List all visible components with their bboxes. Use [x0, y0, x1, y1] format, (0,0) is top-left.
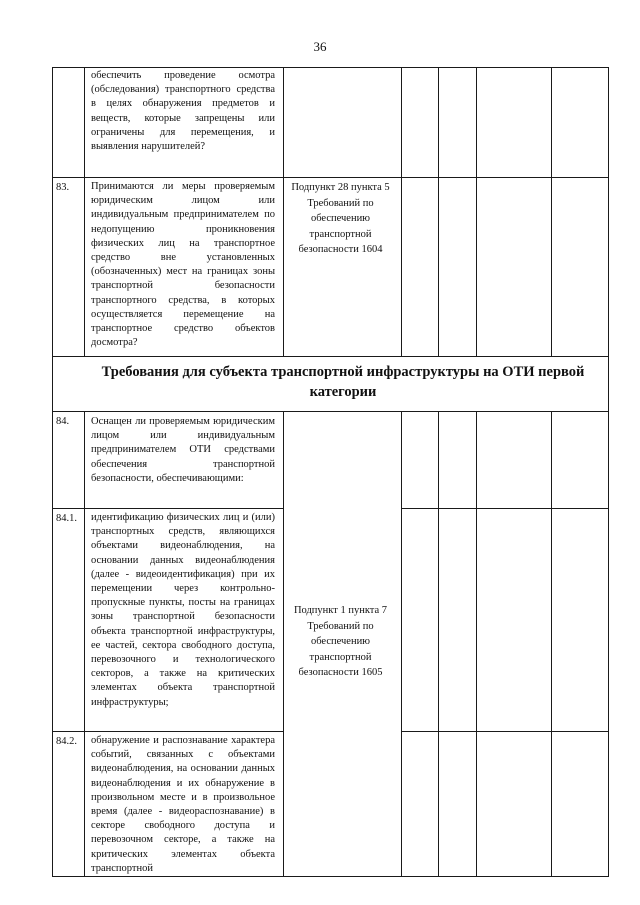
row-divider: [52, 177, 609, 178]
row-divider: [401, 731, 609, 732]
question-text: обеспечить проведение осмотра (обследования) транспортного средства в целях обнаружения предметов и веществ, которые запрещены или ограничены для перемещения, и выявления нарушителей?: [91, 70, 275, 153]
row-divider: [401, 508, 609, 509]
legal-reference: Подпункт 1 пункта 7 Требований по обеспечению транспортной безопасности 1605: [293, 605, 388, 678]
col-divider: [438, 411, 439, 876]
question-text: Принимаются ли меры проверяемым юридическим лицом или индивидуальным предпринимателем по недопущению проникновения физических лиц на транспортное средство вне установленных (обозначенных) мест на границах зоны транспортной безопасности транспортного средства, в которых осуществляется перемещение на транспортное средство объектов досмотра?: [91, 181, 275, 349]
table-right-border: [608, 411, 609, 876]
col-divider: [84, 411, 85, 876]
legal-reference: Подпункт 28 пункта 5 Требований по обеспечению транспортной безопасности 1604: [291, 182, 390, 255]
row-number: 84.2.: [56, 736, 77, 747]
page-number: 36: [313, 39, 327, 54]
col-divider: [551, 67, 552, 356]
col-divider: [84, 67, 85, 356]
question-text: идентификацию физических лиц и (или) транспортных средств, являющихся объектами видеонаблюдения, на основании данных видеонаблюдения (далее - видеоидентификация) при их перемещении через контрольно-пропускные пункты, посты на границах зоны транспортной безопасности объекта транспортной инфраструктуры, ее частей, сектора свободного доступа, перевозочного и технологического секторов, а также на критических элементах объекта транспортной инфраструктуры;: [91, 512, 275, 708]
row-divider: [52, 356, 609, 357]
question-text: обнаружение и распознавание характера событий, связанных с объектами видеонаблюдения, на основании данных видеонаблюдения и их обнаружение в произвольном месте и в произвольное время (далее - видеораспознавание) в секторе свободного доступа и перевозочном секторе, а также на критических элементах объекта транспортной: [91, 735, 275, 874]
row-divider: [52, 508, 284, 509]
col-divider: [401, 67, 402, 356]
col-divider: [476, 67, 477, 356]
row-number: 83.: [56, 182, 70, 193]
row-number: 84.: [56, 416, 70, 427]
table-right-border: [608, 67, 609, 356]
table-left-border: [52, 411, 53, 876]
row-divider: [52, 731, 284, 732]
table-bottom-border: [52, 876, 609, 877]
col-divider: [476, 411, 477, 876]
table-right-border: [608, 356, 609, 411]
col-divider: [551, 411, 552, 876]
row-number: 84.1.: [56, 513, 77, 524]
table-left-border: [52, 67, 53, 356]
question-text: Оснащен ли проверяемым юридическим лицом или индивидуальным предпринимателем ОТИ средствами обеспечения транспортной безопасности, обеспечивающими:: [91, 416, 275, 484]
section-heading-bottom-border: [52, 411, 609, 412]
section-heading: Требования для субъекта транспортной инфраструктуры на ОТИ первой категории: [101, 364, 585, 400]
table-left-border: [52, 356, 53, 411]
col-divider: [438, 67, 439, 356]
col-divider: [401, 411, 402, 876]
